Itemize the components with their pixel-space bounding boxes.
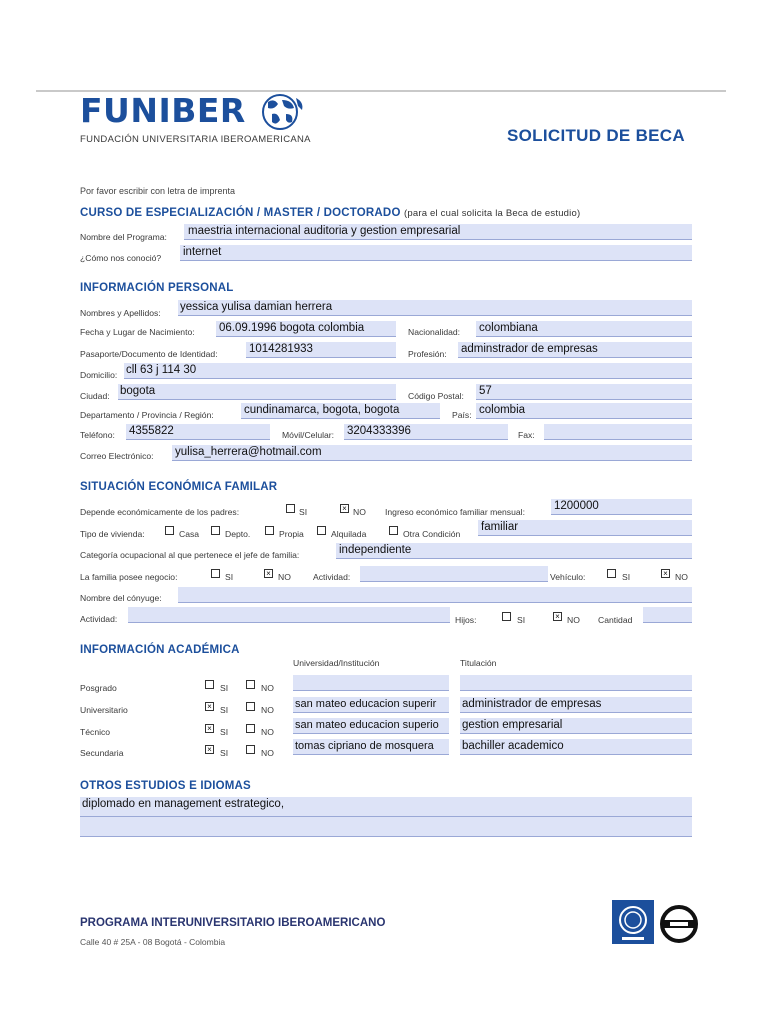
actividad2-field[interactable] xyxy=(128,607,450,623)
depto-value: cundinamarca, bogota, bogota xyxy=(244,404,400,416)
fax-field[interactable] xyxy=(544,424,692,440)
telefono-label: Teléfono: xyxy=(80,430,115,440)
tecnico-no-checkbox[interactable] xyxy=(246,724,255,733)
posgrado-no-checkbox[interactable] xyxy=(246,680,255,689)
tecnico-universidad-field[interactable] xyxy=(293,718,449,734)
document-title: SOLICITUD DE BECA xyxy=(507,126,685,145)
tecnico-no-label: NO xyxy=(261,727,274,737)
tecnico-titulacion-value: gestion empresarial xyxy=(462,719,563,731)
domicilio-field[interactable] xyxy=(124,363,692,379)
vivienda-depto-checkbox[interactable] xyxy=(211,526,220,535)
universitario-no-label: NO xyxy=(261,705,274,715)
otros-value: diplomado en management estrategico, xyxy=(82,798,285,810)
fecha-label: Fecha y Lugar de Nacimiento: xyxy=(80,327,195,337)
ciudad-field[interactable] xyxy=(118,384,396,400)
hijos-no-label: NO xyxy=(567,615,580,625)
telefono-value: 4355822 xyxy=(129,425,174,437)
otros-field-line2[interactable] xyxy=(80,817,692,837)
vivienda-casa-label: Casa xyxy=(179,529,200,539)
depende-si-checkbox[interactable] xyxy=(286,504,295,513)
hijos-no-checkbox[interactable]: × xyxy=(553,612,562,621)
section-curso-heading xyxy=(80,207,580,219)
secundaria-titulacion-value: bachiller academico xyxy=(462,740,564,752)
section-otros-heading: OTROS ESTUDIOS E IDIOMAS xyxy=(80,780,251,792)
posgrado-titulacion-field[interactable] xyxy=(460,675,692,691)
conyuge-label: Nombre del cónyuge: xyxy=(80,593,162,603)
vivienda-otra-label: Otra Condición xyxy=(403,529,461,539)
conyuge-field[interactable] xyxy=(178,587,692,603)
section-economica-heading: SITUACIÓN ECONÓMICA FAMILAR xyxy=(80,481,278,493)
postal-value: 57 xyxy=(479,385,492,397)
fax-label: Fax: xyxy=(518,430,535,440)
vehiculo-no-label: NO xyxy=(675,572,688,582)
nombres-field[interactable] xyxy=(178,300,692,316)
negocio-no-checkbox[interactable]: × xyxy=(264,569,273,578)
tecnico-universidad-value: san mateo educacion superio xyxy=(295,719,439,731)
programa-label: Nombre del Programa: xyxy=(80,232,167,242)
secundaria-no-label: NO xyxy=(261,748,274,758)
nacionalidad-field[interactable] xyxy=(476,321,692,337)
hijos-si-checkbox[interactable] xyxy=(502,612,511,621)
secundaria-titulacion-field[interactable] xyxy=(460,739,692,755)
categoria-field[interactable] xyxy=(336,543,692,559)
depende-no-checkbox[interactable]: × xyxy=(340,504,349,513)
row-posgrado-label: Posgrado xyxy=(80,683,117,693)
row-tecnico-label: Técnico xyxy=(80,727,111,737)
programa-field[interactable] xyxy=(184,224,692,240)
negocio-no-label: NO xyxy=(278,572,291,582)
postal-label: Código Postal: xyxy=(408,391,464,401)
profesion-label: Profesión: xyxy=(408,349,447,359)
postal-field[interactable] xyxy=(476,384,692,400)
otros-field-line1[interactable] xyxy=(80,797,692,817)
negocio-si-checkbox[interactable] xyxy=(211,569,220,578)
vivienda-propia-label: Propia xyxy=(279,529,304,539)
vivienda-depto-label: Depto. xyxy=(225,529,251,539)
correo-field[interactable] xyxy=(172,445,692,461)
movil-value: 3204333396 xyxy=(347,425,411,437)
secundaria-si-checkbox[interactable]: × xyxy=(205,745,214,754)
vivienda-propia-checkbox[interactable] xyxy=(265,526,274,535)
ciudad-value: bogota xyxy=(120,385,156,397)
col-titulacion-header: Titulación xyxy=(460,658,497,668)
correo-value: yulisa_herrera@hotmail.com xyxy=(175,446,322,458)
nacionalidad-label: Nacionalidad: xyxy=(408,327,461,337)
hijos-si-label: SI xyxy=(517,615,526,625)
movil-label: Móvil/Celular: xyxy=(282,430,335,440)
vivienda-casa-checkbox[interactable] xyxy=(165,526,174,535)
tecnico-si-checkbox[interactable]: × xyxy=(205,724,214,733)
footer-title: PROGRAMA INTERUNIVERSITARIO IBEROAMERICANO xyxy=(80,917,386,929)
pais-field[interactable] xyxy=(476,403,692,419)
vivienda-field[interactable] xyxy=(478,520,692,536)
logo-subtitle: FUNDACIÓN UNIVERSITARIA IBEROAMERICANA xyxy=(80,134,311,145)
secundaria-universidad-field[interactable] xyxy=(293,739,449,755)
vehiculo-label: Vehículo: xyxy=(550,572,586,582)
secundaria-no-checkbox[interactable] xyxy=(246,745,255,754)
footer-address: Calle 40 # 25A - 08 Bogotá - Colombia xyxy=(80,937,226,947)
cantidad-field[interactable] xyxy=(643,607,692,623)
vehiculo-no-checkbox[interactable]: × xyxy=(661,569,670,578)
nombres-label: Nombres y Apellidos: xyxy=(80,308,161,318)
universitario-universidad-field[interactable] xyxy=(293,697,449,713)
secundaria-universidad-value: tomas cipriano de mosquera xyxy=(295,740,434,752)
curso-heading-tail: (para el cual solicita la Beca de estudio) xyxy=(404,208,581,219)
vivienda-otra-checkbox[interactable] xyxy=(389,526,398,535)
universitario-titulacion-field[interactable] xyxy=(460,697,692,713)
vehiculo-si-checkbox[interactable] xyxy=(607,569,616,578)
universitario-si-label: SI xyxy=(220,705,229,715)
domicilio-label: Domicilio: xyxy=(80,370,118,380)
vivienda-alquilada-checkbox[interactable] xyxy=(317,526,326,535)
section-personal-heading: INFORMACIÓN PERSONAL xyxy=(80,282,234,294)
categoria-value: independiente xyxy=(339,544,412,556)
depende-label: Depende económicamente de los padres: xyxy=(80,507,240,517)
row-secundaria-label: Secundaria xyxy=(80,748,124,758)
globe-icon xyxy=(258,92,306,132)
iqnet-seal-icon xyxy=(612,900,654,944)
categoria-label: Categoría ocupacional al que pertenece el jefe de familia: xyxy=(80,550,300,560)
cantidad-label: Cantidad xyxy=(598,615,633,625)
conocio-label: ¿Cómo nos conoció? xyxy=(80,253,162,263)
ingreso-value: 1200000 xyxy=(554,500,599,512)
conocio-field[interactable] xyxy=(180,245,692,261)
ciudad-label: Ciudad: xyxy=(80,391,110,401)
tecnico-titulacion-field[interactable] xyxy=(460,718,692,734)
vehiculo-si-label: SI xyxy=(622,572,631,582)
row-universitario-label: Universitario xyxy=(80,705,128,715)
secundaria-si-label: SI xyxy=(220,748,229,758)
profesion-value: adminstrador de empresas xyxy=(461,343,598,355)
vivienda-alquilada-label: Alquilada xyxy=(331,529,367,539)
posgrado-universidad-field[interactable] xyxy=(293,675,449,691)
correo-label: Correo Electrónico: xyxy=(80,451,154,461)
profesion-field[interactable] xyxy=(458,342,692,358)
programa-value: maestria internacional auditoria y gestion empresarial xyxy=(188,225,461,237)
fecha-field[interactable] xyxy=(216,321,396,337)
depto-label: Departamento / Provincia / Región: xyxy=(80,410,214,420)
nacionalidad-value: colombiana xyxy=(479,322,538,334)
instruction-note: Por favor escribir con letra de imprenta xyxy=(80,186,236,196)
posgrado-si-checkbox[interactable] xyxy=(205,680,214,689)
hijos-label: Hijos: xyxy=(455,615,477,625)
pais-label: País: xyxy=(452,410,472,420)
pasaporte-label: Pasaporte/Documento de Identidad: xyxy=(80,349,218,359)
ingreso-label: Ingreso económico familiar mensual: xyxy=(385,507,525,517)
domicilio-value: cll 63 j 114 30 xyxy=(126,364,197,376)
actividad-field[interactable] xyxy=(360,566,548,582)
posgrado-si-label: SI xyxy=(220,683,229,693)
universitario-si-checkbox[interactable]: × xyxy=(205,702,214,711)
negocio-si-label: SI xyxy=(225,572,234,582)
conocio-value: internet xyxy=(183,246,222,258)
universitario-no-checkbox[interactable] xyxy=(246,702,255,711)
movil-field[interactable] xyxy=(344,424,508,440)
pasaporte-value: 1014281933 xyxy=(249,343,313,355)
ingreso-field[interactable] xyxy=(551,499,692,515)
fecha-value: 06.09.1996 bogota colombia xyxy=(219,322,365,334)
nombres-value: yessica yulisa damian herrera xyxy=(180,301,333,313)
section-academica-heading: INFORMACIÓN ACADÉMICA xyxy=(80,644,240,656)
telefono-field[interactable] xyxy=(126,424,270,440)
pasaporte-field[interactable] xyxy=(246,342,396,358)
actividad2-label: Actividad: xyxy=(80,614,118,624)
universitario-universidad-value: san mateo educacion superir xyxy=(295,698,437,710)
depende-si-label: SI xyxy=(299,507,308,517)
universitario-titulacion-value: administrador de empresas xyxy=(462,698,602,710)
certification-seal-icon xyxy=(658,904,700,944)
col-universidad-header: Universidad/Institución xyxy=(293,658,380,668)
depende-no-label: NO xyxy=(353,507,366,517)
tecnico-si-label: SI xyxy=(220,727,229,737)
pais-value: colombia xyxy=(479,404,526,416)
curso-heading-text: CURSO DE ESPECIALIZACIÓN / MASTER / DOCTORADO xyxy=(80,207,401,219)
vivienda-value: familiar xyxy=(481,521,519,533)
posgrado-no-label: NO xyxy=(261,683,274,693)
negocio-label: La familia posee negocio: xyxy=(80,572,178,582)
funiber-logo: FUNIBER xyxy=(80,91,246,130)
actividad-label: Actividad: xyxy=(313,572,351,582)
vivienda-label: Tipo de vivienda: xyxy=(80,529,145,539)
depto-field[interactable] xyxy=(241,403,440,419)
